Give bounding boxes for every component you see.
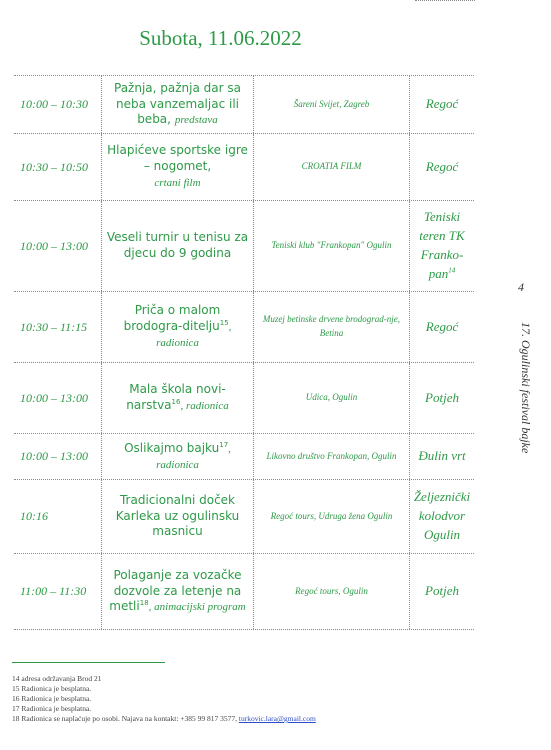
event-title-cell [102,554,254,629]
table-row [14,553,474,630]
event-title: Pažnja, pažnja dar sa neba vanzemaljac ili beba, [114,80,241,127]
organizer-cell: Udica, Ogulin [254,363,410,433]
location-cell: Željeznički kolodvor Ogulin [413,489,471,542]
location-text: Teniski teren TK Franko-pan [419,209,465,281]
event-title-cell [102,434,254,479]
event-title-cell [102,363,254,433]
time-cell: 10:00 – 13:00 [14,363,102,433]
location-cell: Potjeh [425,583,459,599]
table-row [14,291,474,362]
table-row [14,433,474,479]
footnote-15: 15 Radionica je besplatna. [12,684,92,693]
event-type: , radionica [180,400,229,412]
location-cell: Đulin vrt [418,448,466,464]
location-cell [410,201,474,291]
organizer-cell: CROATIA FILM [254,134,410,200]
event-type: crtani film [154,176,201,189]
time-cell: 10:30 – 11:15 [14,292,102,362]
event-title: Veseli turnir u tenisu za djecu do 9 godina [106,230,249,260]
table-row [14,133,474,200]
time-cell: 10:30 – 10:50 [14,134,102,200]
time-cell: 10:00 – 13:00 [14,434,102,479]
event-title-cell [102,480,254,553]
location-cell: Regoć [425,318,459,334]
footnote-18-text: 18 Radionica se naplaćuje po osobi. Najava na kontakt: +385 99 817 3577, [12,714,238,723]
footnote-ref: 17 [219,440,229,449]
running-head: 17. Ogulinski festival bajke [519,322,533,454]
event-type: , animacijski program [148,601,246,614]
organizer-cell: Likovno društvo Frankopan, Ogulin [254,434,410,479]
event-title: Mala škola novi-narstva [126,382,226,412]
footnote-ref: 18 [139,599,149,608]
organizer-cell: Teniski klub "Frankopan" Ogulin [254,201,410,291]
footnotes [12,674,432,724]
event-title-cell [102,201,254,291]
event-type: predstava [174,114,218,127]
event-title: Hlapićeve sportske igre – nogomet, [107,143,248,174]
table-row [14,200,474,291]
event-title-cell [102,292,254,362]
organizer-cell: Šareni Svijet, Zagreb [254,76,410,133]
location-cell: Regoć [425,96,459,112]
footnote-ref: 16 [171,398,181,406]
event-title: Tradicionalni doček Karleka uz ogulinsku masnicu [115,492,240,539]
table-row [14,479,474,553]
event-title-cell [102,134,254,200]
location-cell: Regoć [425,158,459,174]
event-title: Oslikajmo bajku [124,440,220,455]
page-number: 4 [518,280,524,294]
event-type: , radionica [156,321,232,349]
organizer-cell: Muzej betinske drvene brodograd-nje, Betina [254,292,410,362]
footnote-18 [12,714,432,724]
email-link[interactable]: turkovic.lara@gmail.com [238,714,316,723]
organizer-cell: Regoć tours, Ogulin [254,554,410,629]
event-title-cell [102,76,254,133]
organizer-cell: Regoć tours, Udruga žena Ogulin [254,480,410,553]
time-cell: 10:16 [14,480,102,553]
event-title: Polaganje za vozačke dozvole za letenje na metli [109,567,242,614]
footnote-17: 17 Radionica je besplatna. [12,704,92,713]
footnote-14: 14 adresa održavanja Brod 21 [12,674,102,683]
location-cell: Potjeh [425,389,459,405]
time-cell: 10:00 – 13:00 [14,201,102,291]
footnote-ref: 14 [448,266,456,275]
table-row [14,75,474,133]
event-title: Priča o malom brodogra-ditelju [123,303,221,334]
event-type: , radionica [156,442,231,471]
top-rule [415,0,475,1]
table-row [14,362,474,433]
footnote-rule [12,662,165,663]
time-cell: 10:00 – 10:30 [14,76,102,133]
footnote-ref: 15 [219,319,229,328]
time-cell: 11:00 – 11:30 [14,554,102,629]
page-heading: Subota, 11.06.2022 [139,26,302,50]
schedule-table [14,75,474,630]
footnote-16: 16 Radionica je besplatna. [12,694,92,703]
